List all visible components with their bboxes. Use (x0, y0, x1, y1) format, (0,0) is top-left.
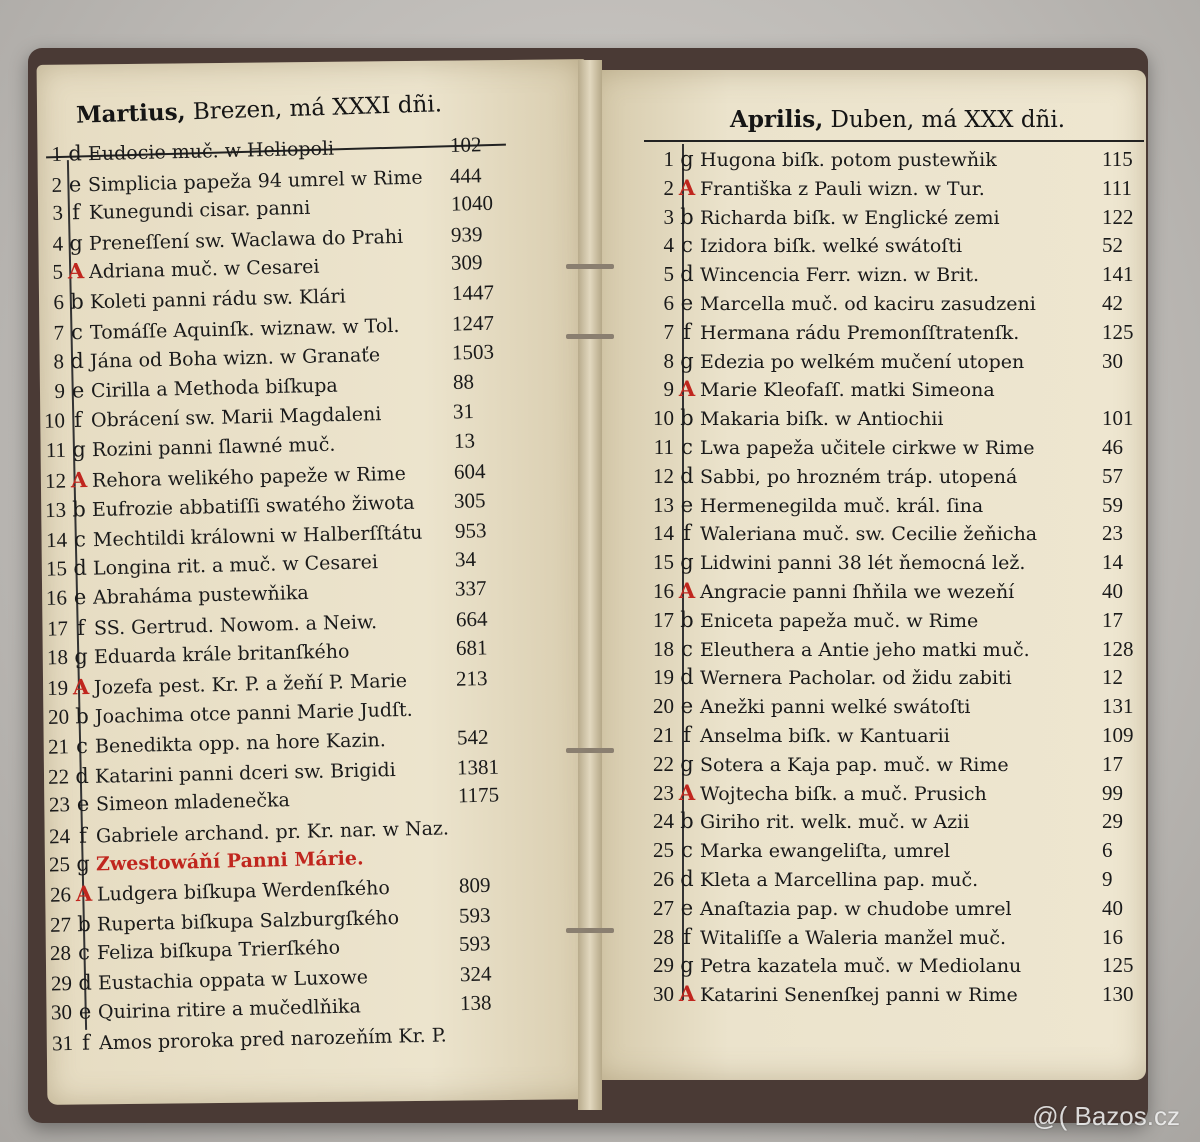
saint-name: Hermana rádu Premonſſtratenſk. (700, 321, 1020, 344)
saint-name: Tomáſſe Aquinſk. wiznaw. w Tol. (89, 314, 400, 344)
dominical-letter: d (70, 348, 85, 374)
day-number: 3 (51, 200, 63, 225)
dominical-letter: e (68, 171, 82, 197)
dominical-letter: e (73, 584, 87, 610)
dominical-letter: f (683, 924, 691, 949)
dominical-letter: g (71, 437, 86, 462)
saint-name: Adriana muč. w Cesarei (89, 256, 321, 284)
year-number: 1247 (451, 310, 495, 336)
day-number: 16 (653, 579, 674, 603)
calendar-row (644, 664, 1123, 691)
day-number: 3 (663, 204, 674, 229)
day-number: 23 (653, 780, 674, 805)
saint-name: Mechtildi králowni w Halberſſtátu (92, 521, 423, 551)
year-number: 542 (456, 724, 489, 750)
month-subtitle: Duben, má XXX dñi. (830, 107, 1066, 133)
year-number: 17 (1102, 751, 1123, 776)
day-number: 8 (53, 349, 65, 374)
saint-name: Kunegundi cisar. panni (88, 197, 311, 225)
saint-name: Giriho rit. welk. muč. w Azii (700, 811, 970, 834)
saint-name: Zwestowáňí Panni Márie. (96, 847, 365, 876)
year-number: 324 (459, 961, 492, 987)
day-number: 5 (52, 259, 64, 285)
calendar-row (644, 693, 1134, 720)
day-number: 17 (46, 615, 68, 641)
dominical-letter: A (67, 258, 85, 284)
dominical-letter: e (76, 791, 90, 817)
dominical-letter: d (72, 556, 87, 581)
year-number: 52 (1102, 233, 1123, 258)
day-number: 28 (653, 924, 674, 949)
saint-name: Obrácení sw. Marii Magdaleni (90, 403, 382, 433)
saint-name: Eleuthera a Antie jeho matki muč. (700, 638, 1030, 661)
day-number: 2 (51, 172, 63, 197)
year-number: 809 (458, 872, 491, 898)
book-gutter (578, 60, 602, 1110)
dominical-letter: c (75, 733, 89, 759)
saint-name: Quirina ritire a mučedlňika (97, 995, 362, 1024)
year-number: 17 (1102, 607, 1123, 632)
day-number: 20 (653, 694, 674, 719)
dominical-letter: f (71, 200, 80, 225)
year-number: 42 (1102, 291, 1123, 315)
saint-name: Rozini panni ſlawné muč. (91, 433, 336, 462)
day-number: 29 (653, 953, 674, 978)
day-number: 30 (653, 982, 674, 1007)
month-subtitle: Brezen, má XXXI dñi. (192, 91, 443, 126)
year-number: 337 (454, 575, 487, 601)
saint-name: Longina rit. a muč. w Cesarei (92, 551, 379, 580)
calendar-row (644, 290, 1123, 317)
calendar-row (644, 808, 1123, 835)
dominical-letter: e (680, 895, 694, 920)
saint-name: Anselma biſk. w Kantuarii (700, 725, 950, 747)
saint-name: Wojtecha biſk. a muč. Prusich (700, 782, 987, 805)
day-number: 13 (44, 497, 67, 523)
saint-name: Joachima otce panni Marie Judſt. (94, 699, 413, 729)
calendar-row (644, 636, 1134, 663)
saint-name: Jozefa pest. Kr. P. a žeňí P. Marie (94, 669, 408, 699)
day-number: 9 (663, 377, 674, 402)
dominical-letter: A (678, 981, 696, 1007)
saint-name: Waleriana muč. sw. Cecilie žeňicha (700, 523, 1038, 546)
day-number: 13 (653, 492, 674, 517)
day-number: 17 (653, 607, 674, 632)
dominical-letter: g (680, 348, 694, 373)
day-number: 6 (53, 289, 65, 315)
binding-stitch (566, 264, 614, 269)
year-number: 13 (453, 428, 475, 453)
dominical-letter: c (681, 233, 693, 258)
year-number: 46 (1102, 435, 1123, 459)
year-number: 6 (1102, 838, 1113, 863)
year-number: 125 (1102, 319, 1134, 344)
day-number: 21 (653, 723, 674, 747)
year-number: 939 (450, 221, 483, 247)
dominical-letter: e (680, 694, 694, 719)
day-number: 12 (44, 468, 67, 493)
year-number: 444 (450, 162, 483, 188)
saint-name: Marka ewangeliſta, umrel (700, 840, 951, 863)
saint-name: Ludgera biſkupa Werdenſkého (96, 877, 390, 906)
binding-stitch (566, 928, 614, 933)
binding-stitch (566, 748, 614, 753)
calendar-row (644, 261, 1134, 288)
saint-name: Wincencia Ferr. wizn. w Brit. (700, 264, 980, 287)
dominical-letter: A (678, 578, 696, 603)
year-number: 99 (1102, 780, 1123, 805)
saint-name: Anaſtazia pap. w chudobe umrel (700, 897, 1012, 920)
dominical-letter: d (77, 970, 92, 995)
saint-name: Kleta a Marcellina pap. muč. (700, 869, 979, 891)
dominical-letter: g (69, 230, 84, 256)
year-number: 16 (1102, 924, 1123, 949)
dominical-letter: b (72, 497, 87, 522)
saint-name: Feliza biſkupa Trierſkého (97, 936, 341, 965)
day-number: 26 (49, 882, 72, 907)
year-number: 128 (1102, 636, 1134, 661)
calendar-row (644, 204, 1134, 231)
year-number: 1381 (456, 754, 500, 780)
dominical-letter: g (680, 147, 694, 171)
dominical-letter: A (678, 779, 696, 805)
year-number: 109 (1102, 723, 1134, 747)
saint-name: Hermenegilda muč. král. ſina (700, 494, 984, 517)
saint-name: Simplicia papeža 94 umrel w Rime (88, 166, 424, 196)
dominical-letter: b (69, 289, 84, 314)
dominical-letter: A (72, 673, 90, 700)
dominical-letter: g (73, 644, 88, 669)
month-name-aprilis: Aprilis, (730, 106, 824, 133)
saint-name: Richarda biſk. w Englické zemi (700, 206, 1000, 229)
year-number: 29 (1102, 809, 1123, 834)
dominical-letter: g (76, 851, 91, 877)
day-number: 16 (45, 585, 68, 610)
calendar-row (644, 174, 1132, 202)
day-number: 12 (653, 463, 674, 488)
saint-name: Koleti panni rádu sw. Klári (89, 285, 346, 314)
saint-name: Preneſſení sw. Waclawa do Prahi (88, 225, 404, 255)
dominical-letter: c (70, 319, 84, 344)
day-number: 8 (663, 348, 674, 373)
day-number: 25 (49, 852, 71, 877)
calendar-row (644, 405, 1134, 432)
year-number: 101 (1102, 406, 1134, 431)
year-number: 593 (459, 931, 492, 957)
dominical-letter: b (680, 406, 694, 431)
saint-name: SS. Gertrud. Nowom. a Neiw. (93, 610, 377, 640)
day-number: 19 (47, 675, 69, 700)
day-number: 21 (47, 734, 70, 759)
calendar-row (644, 578, 1123, 605)
year-number: 309 (451, 250, 484, 276)
saint-name: Eufrozie abbatiſſi swatého žiwota (91, 491, 415, 522)
saint-name: Katarini Senenſkej panni w Rime (700, 984, 1018, 1007)
dominical-letter: f (76, 615, 85, 640)
dominical-letter: b (680, 809, 694, 834)
saint-name: Amos proroka pred narozeňím Kr. P. (98, 1024, 447, 1055)
year-number: 12 (1102, 665, 1123, 690)
year-number: 14 (1102, 550, 1123, 575)
calendar-row (644, 722, 1134, 749)
day-number: 25 (653, 838, 674, 863)
year-number: 59 (1102, 492, 1123, 517)
year-number: 604 (453, 458, 486, 484)
saint-name: Hugona biſk. potom pustewňik (700, 149, 997, 171)
year-number: 593 (458, 902, 491, 928)
year-number: 1447 (451, 280, 494, 306)
dominical-letter: e (680, 291, 694, 315)
year-number: 213 (455, 665, 488, 691)
calendar-row (644, 146, 1133, 173)
header-rule (644, 140, 1144, 142)
saint-name: Jána od Boha wizn. w Granaťe (90, 344, 381, 373)
day-number: 14 (653, 521, 674, 546)
saint-name: Sabbi, po hrozném tráp. utopená (700, 465, 1018, 488)
dominical-letter: b (74, 704, 89, 729)
dominical-letter: b (680, 607, 694, 632)
year-number: 681 (455, 635, 488, 661)
saint-name: Angracie panni ſhňila we wezeňí (700, 581, 1015, 603)
day-number: 24 (653, 809, 674, 834)
calendar-row (644, 837, 1113, 864)
saint-name: Katarini panni dceri sw. Brigidi (95, 758, 397, 788)
year-number: 122 (1102, 204, 1134, 229)
year-number: 34 (454, 547, 477, 572)
day-number: 11 (45, 437, 66, 463)
saint-name: Edezia po welkém mučení utopen (700, 350, 1025, 373)
dominical-letter: f (81, 1030, 90, 1055)
day-number: 9 (54, 378, 66, 403)
dominical-letter: f (683, 723, 691, 747)
dominical-letter: A (70, 466, 88, 492)
saint-name: Lidwini panni 38 lét ňemocná lež. (700, 552, 1026, 575)
watermark: @( Bazos.cz (1032, 1101, 1180, 1131)
saint-name: Rehora welikého papeže w Rime (91, 462, 407, 492)
dominical-letter: f (74, 408, 83, 433)
saint-name: Anežki panni welké swátoſti (700, 696, 971, 719)
dominical-letter: d (680, 867, 694, 891)
calendar-row (644, 952, 1134, 979)
day-number: 20 (47, 704, 69, 730)
calendar-row (644, 434, 1123, 461)
year-number: 130 (1102, 982, 1134, 1007)
saint-name: Marcella muč. od kaciru zasudzeni (700, 293, 1036, 315)
calendar-row (644, 866, 1113, 893)
dominical-letter: e (680, 492, 694, 517)
dominical-letter: A (678, 376, 696, 402)
dominical-letter: b (680, 204, 694, 229)
year-number: 1503 (452, 339, 495, 365)
saint-name: Ruperta biſkupa Salzburgſkého (96, 906, 400, 936)
calendar-row (644, 924, 1123, 951)
dominical-letter: c (681, 838, 693, 863)
calendar-row (644, 463, 1123, 490)
dominical-letter: g (680, 751, 694, 776)
day-number: 28 (50, 940, 72, 966)
dominical-letter: d (680, 262, 694, 287)
day-number: 27 (653, 895, 674, 920)
day-number: 11 (653, 435, 674, 459)
saint-name: Petra kazatela muč. w Mediolanu (700, 955, 1022, 978)
calendar-row (644, 520, 1123, 547)
year-number: 111 (1102, 175, 1132, 200)
day-number: 27 (49, 911, 72, 937)
day-number: 5 (663, 262, 674, 287)
saint-name: Benedikta opp. na hore Kazin. (94, 729, 387, 758)
year-number: 31 (452, 399, 475, 424)
dominical-letter: d (680, 463, 694, 488)
saint-name: Marie Kleofaſſ. matki Simeona (700, 379, 995, 402)
saint-name: Simeon mladenečka (95, 789, 290, 816)
year-number: 125 (1102, 953, 1134, 978)
day-number: 31 (51, 1030, 73, 1056)
dominical-letter: f (683, 319, 691, 344)
year-number: 115 (1102, 147, 1133, 171)
saint-name: Sotera a Kaja pap. muč. w Rime (700, 753, 1009, 776)
year-number: 138 (459, 990, 492, 1016)
day-number: 15 (45, 556, 68, 582)
year-number: 953 (454, 517, 487, 543)
saint-name: Eniceta papeža muč. w Rime (700, 609, 979, 632)
calendar-row (644, 779, 1123, 807)
dominical-letter: d (680, 665, 694, 690)
saint-name: Gabriele archand. pr. Kr. nar. w Naz. (95, 817, 450, 848)
year-number: 305 (453, 488, 486, 513)
dominical-letter: c (73, 527, 86, 552)
dominical-letter: c (681, 636, 693, 661)
saint-name: Izidora biſk. welké swátoſti (700, 235, 963, 258)
dominical-letter: d (75, 763, 90, 788)
month-name-martius: Martius, (75, 98, 186, 129)
year-number: 1175 (457, 782, 500, 808)
calendar-row (644, 895, 1123, 922)
day-number: 10 (653, 406, 674, 431)
day-number: 2 (663, 175, 674, 200)
calendar-row (644, 607, 1123, 634)
calendar-row (644, 376, 995, 403)
calendar-row (644, 319, 1134, 346)
right-page-header (730, 106, 1065, 133)
dominical-letter: d (68, 141, 83, 166)
dominical-letter: A (678, 174, 696, 200)
dominical-letter: e (78, 999, 92, 1025)
saint-name: Witaliſſe a Waleria manžel muč. (700, 926, 1007, 949)
dominical-letter: f (78, 823, 88, 848)
saint-name: Eustachia oppata w Luxowe (97, 966, 369, 995)
saint-name: Cirilla a Methoda biſkupa (90, 374, 338, 402)
calendar-row (644, 751, 1123, 778)
dominical-letter: f (683, 521, 691, 546)
dominical-letter: e (71, 378, 85, 403)
saint-name: Wernera Pacholar. od židu zabiti (700, 667, 1012, 690)
calendar-row (644, 981, 1134, 1008)
year-number: 40 (1102, 895, 1123, 920)
year-number: 1040 (450, 190, 493, 216)
day-number: 10 (43, 408, 66, 434)
day-number: 22 (48, 763, 70, 789)
year-number: 40 (1102, 579, 1123, 603)
calendar-row (644, 232, 1123, 259)
year-number: 30 (1102, 348, 1123, 373)
binding-stitch (566, 334, 614, 339)
day-number: 1 (663, 147, 674, 171)
saint-name: Lwa papeža učitele cirkwe w Rime (700, 437, 1035, 459)
dominical-letter: A (75, 880, 93, 907)
day-number: 7 (663, 319, 674, 344)
calendar-row (644, 492, 1123, 519)
year-number: 664 (455, 606, 488, 631)
dominical-letter: g (680, 550, 694, 575)
year-number: 57 (1102, 463, 1123, 488)
day-number: 24 (48, 823, 71, 849)
saint-name: Makaria biſk. w Antiochii (700, 408, 944, 431)
dominical-letter: g (680, 953, 694, 978)
year-number: 102 (449, 132, 482, 157)
day-number: 14 (45, 527, 67, 552)
year-number: 9 (1102, 867, 1113, 891)
year-number: 141 (1102, 262, 1134, 287)
day-number: 15 (653, 550, 674, 575)
saint-name: Františka z Pauli wizn. w Tur. (700, 177, 985, 200)
day-number: 18 (653, 636, 674, 661)
day-number: 6 (663, 291, 674, 315)
day-number: 7 (53, 320, 65, 345)
year-number: 131 (1102, 694, 1134, 719)
calendar-row (644, 549, 1123, 576)
day-number: 26 (653, 867, 674, 891)
day-number: 30 (50, 1000, 73, 1025)
day-number: 4 (52, 231, 64, 256)
day-number: 23 (48, 792, 70, 817)
day-number: 4 (663, 233, 674, 258)
saint-name: Eduarda krále britanſkého (93, 640, 350, 669)
day-number: 29 (50, 970, 73, 996)
calendar-row (644, 348, 1123, 375)
saint-name: Abrahámа pustewňika (93, 581, 310, 609)
year-number: 88 (452, 369, 474, 394)
day-number: 22 (653, 751, 674, 776)
year-number: 23 (1102, 521, 1123, 546)
dominical-letter: b (77, 911, 92, 936)
saint-name: Eudocie muč. w Heliopoli (87, 137, 335, 166)
dominical-letter: c (78, 940, 91, 965)
day-number: 19 (653, 665, 674, 690)
dominical-letter: c (681, 435, 693, 459)
day-number: 1 (51, 141, 63, 166)
day-number: 18 (46, 645, 69, 670)
